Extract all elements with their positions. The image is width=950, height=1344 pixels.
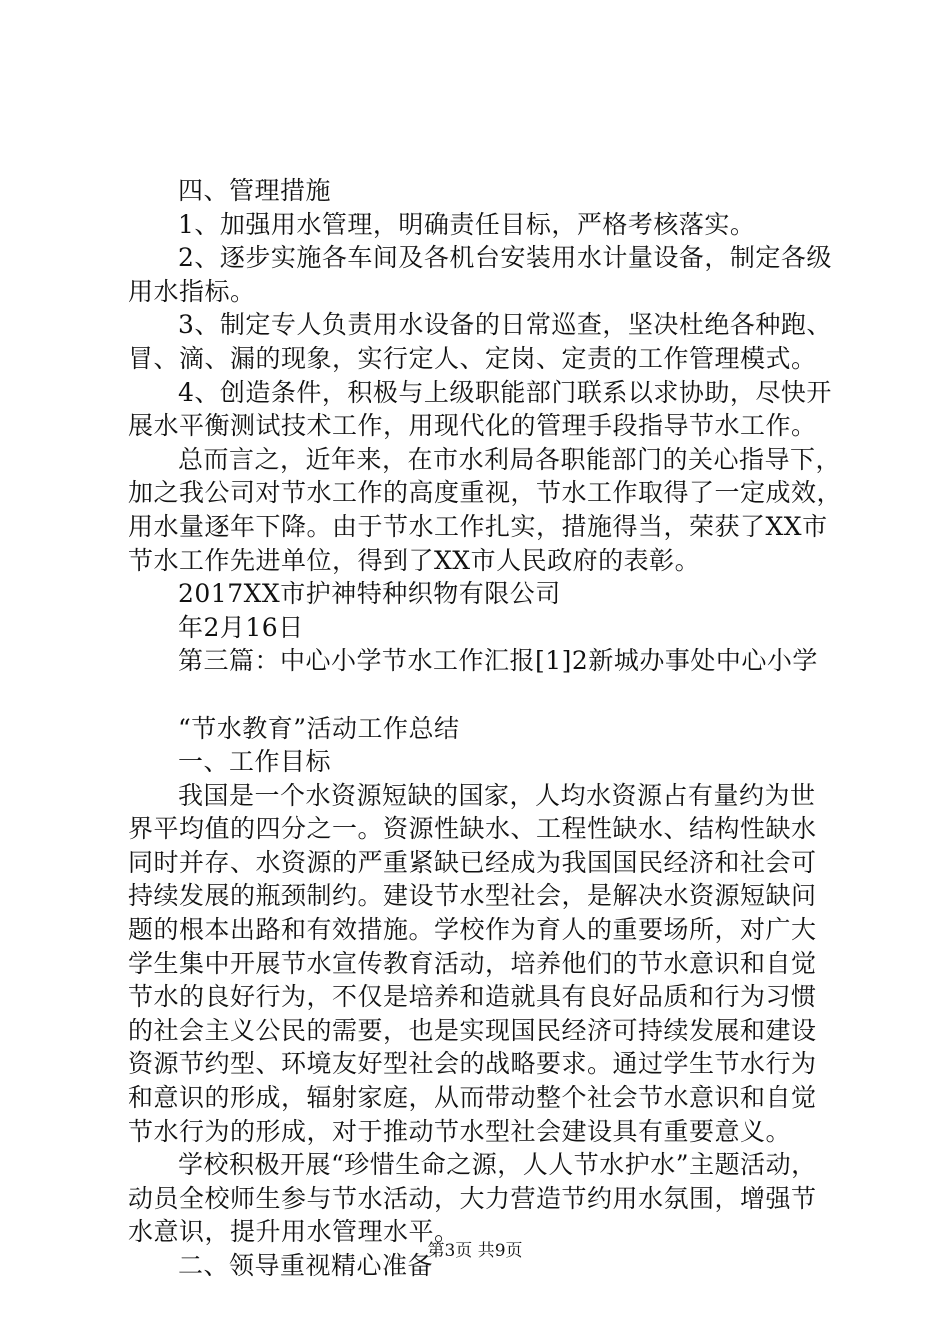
paragraph-line: 1、加强用水管理，明确责任目标，严格考核落实。: [178, 209, 756, 239]
paragraph-line: 的社会主义公民的需要，也是实现国民经济可持续发展和建设: [128, 1015, 817, 1045]
signature-company: 2017XX市护神特种织物有限公司: [178, 579, 561, 609]
paragraph-line: 节水行为的形成，对于推动节水型社会建设具有重要意义。: [128, 1116, 792, 1146]
paragraph-line: 界平均值的四分之一。资源性缺水、工程性缺水、结构性缺水: [128, 814, 817, 844]
paragraph-line: 同时并存、水资源的严重紧缺已经成为我国国民经济和社会可: [128, 847, 817, 877]
paragraph-line: 动员全校师生参与节水活动，大力营造节约用水氛围，增强节: [128, 1183, 817, 1213]
chapter-title: 第三篇：中心小学节水工作汇报[1]2新城办事处中心小学: [178, 646, 818, 676]
paragraph-line: 节水的良好行为，不仅是培养和造就具有良好品质和行为习惯: [128, 982, 817, 1012]
page-number-footer: 第3页 共9页: [427, 1241, 523, 1261]
paragraph-line: 冒、滴、漏的现象，实行定人、定岗、定责的工作管理模式。: [128, 343, 817, 373]
paragraph-line: 4、创造条件，积极与上级职能部门联系以求协助，尽快开: [178, 377, 832, 407]
paragraph-line: 水意识，提升用水管理水平。: [128, 1217, 460, 1247]
paragraph-line: 加之我公司对节水工作的高度重视，节水工作取得了一定成效，: [128, 478, 843, 508]
paragraph-line: 持续发展的瓶颈制约。建设节水型社会，是解决水资源短缺问: [128, 881, 817, 911]
section-heading: 二、领导重视精心准备: [178, 1251, 434, 1280]
paragraph-line: 2、逐步实施各车间及各机台安装用水计量设备，制定各级: [178, 243, 832, 273]
paragraph-line: 用水指标。: [128, 276, 256, 306]
chapter-subtitle: “节水教育”活动工作总结: [178, 713, 460, 743]
paragraph-line: 资源节约型、环境友好型社会的战略要求。通过学生节水行为: [128, 1049, 817, 1079]
paragraph-line: 学校积极开展“珍惜生命之源，人人节水护水”主题活动，: [178, 1150, 817, 1180]
paragraph-line: 用水量逐年下降。由于节水工作扎实，措施得当，荣获了XX市: [128, 511, 828, 541]
paragraph-line: 节水工作先进单位，得到了XX市人民政府的表彰。: [128, 545, 701, 575]
signature-date: 年2月16日: [178, 612, 304, 642]
paragraph-line: 题的根本出路和有效措施。学校作为育人的重要场所，对广大: [128, 915, 817, 945]
paragraph-line: 我国是一个水资源短缺的国家，人均水资源占有量约为世: [178, 780, 816, 810]
blank-line: [128, 678, 838, 712]
paragraph-line: 和意识的形成，辐射家庭，从而带动整个社会节水意识和自觉: [128, 1083, 817, 1113]
paragraph-line: 3、制定专人负责用水设备的日常巡查，坚决杜绝各种跑、: [178, 310, 832, 340]
document-body: [128, 174, 843, 1283]
section-heading: 四、管理措施: [178, 176, 332, 205]
paragraph-line: 展水平衡测试技术工作，用现代化的管理手段指导节水工作。: [128, 411, 817, 441]
paragraph-line: 总而言之，近年来，在市水利局各职能部门的关心指导下，: [178, 444, 842, 474]
section-heading: 一、工作目标: [178, 747, 332, 777]
paragraph-line: 学生集中开展节水宣传教育活动，培养他们的节水意识和自觉: [128, 948, 817, 978]
